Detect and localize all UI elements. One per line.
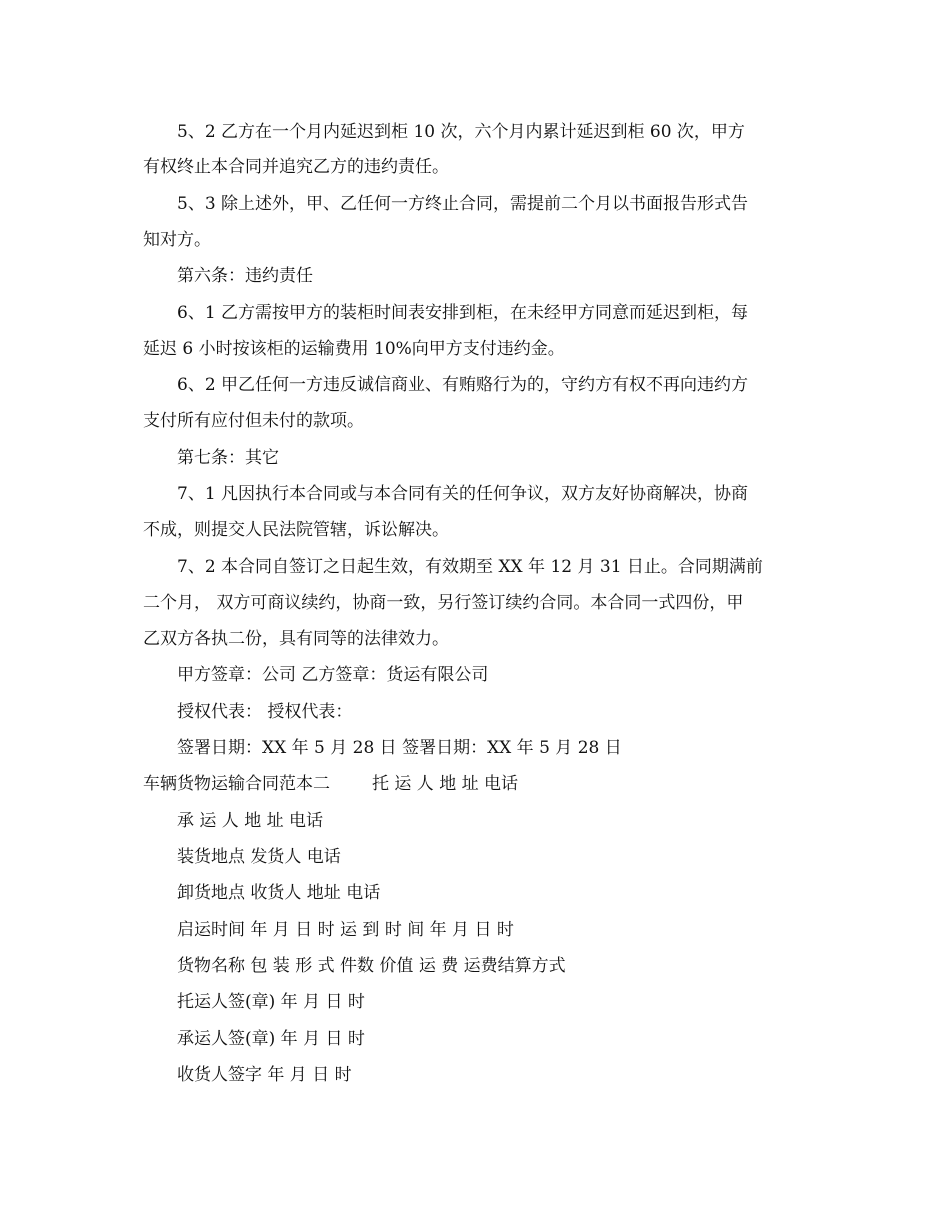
form-line-goods: 货物名称 包 装 形 式 件数 价值 运 费 运费结算方式: [177, 956, 566, 976]
clause-7-2-line-3: 乙双方各执二份，具有同等的法律效力。: [143, 629, 449, 649]
clause-7-2-line-2: 二个月， 双方可商议续约，协商一致，另行签订续约合同。本合同一式四份，甲: [143, 593, 744, 613]
clause-5-3-line-1: 5、3 除上述外，甲、乙任何一方终止合同，需提前二个月以书面报告形式告: [177, 194, 749, 214]
clause-6-2-line-1: 6、2 甲乙任何一方违反诚信商业、有贿赂行为的，守约方有权不再向违约方: [177, 375, 749, 395]
form-line-consignor-sign: 托运人签(章) 年 月 日 时: [177, 992, 365, 1012]
section-title: 车辆货物运输合同范本二: [143, 774, 330, 794]
form-line-loading: 装货地点 发货人 电话: [177, 847, 341, 867]
clause-6-1-line-1: 6、1 乙方需按甲方的装柜时间表安排到柜，在未经甲方同意而延迟到柜，每: [177, 303, 749, 323]
clause-5-2-line-1: 5、2 乙方在一个月内延迟到柜 10 次，六个月内累计延迟到柜 60 次，甲方: [177, 122, 745, 142]
form-line-unloading: 卸货地点 收货人 地址 电话: [177, 883, 381, 903]
clause-7-1-line-1: 7、1 凡因执行本合同或与本合同有关的任何争议，双方友好协商解决，协商: [177, 484, 749, 504]
form-line-times: 启运时间 年 月 日 时 运 到 时 间 年 月 日 时: [177, 920, 514, 940]
clause-7-2-line-1: 7、2 本合同自签订之日起生效，有效期至 XX 年 12 月 31 日止。合同期满前: [177, 557, 763, 577]
clause-6-2-line-2: 支付所有应付但未付的款项。: [143, 411, 364, 431]
signature-line: 甲方签章：公司 乙方签章：货运有限公司: [177, 665, 489, 685]
section-title-row: [143, 772, 518, 796]
authorized-rep-line: 授权代表： 授权代表：: [177, 702, 353, 722]
article-7-heading: 第七条：其它: [177, 448, 279, 468]
clause-7-1-line-2: 不成，则提交人民法院管辖，诉讼解决。: [143, 520, 449, 540]
sign-date-line: 签署日期：XX 年 5 月 28 日 签署日期：XX 年 5 月 28 日: [177, 738, 622, 758]
form-line-carrier: 承 运 人 地 址 电话: [177, 811, 324, 831]
form-line-consignor: 托 运 人 地 址 电话: [372, 774, 519, 794]
clause-5-2-line-2: 有权终止本合同并追究乙方的违约责任。: [143, 157, 449, 177]
form-line-consignee-sign: 收货人签字 年 月 日 时: [177, 1065, 352, 1085]
clause-6-1-line-2: 延迟 6 小时按该柜的运输费用 10%向甲方支付违约金。: [143, 339, 565, 359]
form-line-carrier-sign: 承运人签(章) 年 月 日 时: [177, 1029, 365, 1049]
article-6-heading: 第六条：违约责任: [177, 266, 313, 286]
clause-5-3-line-2: 知对方。: [143, 230, 211, 250]
